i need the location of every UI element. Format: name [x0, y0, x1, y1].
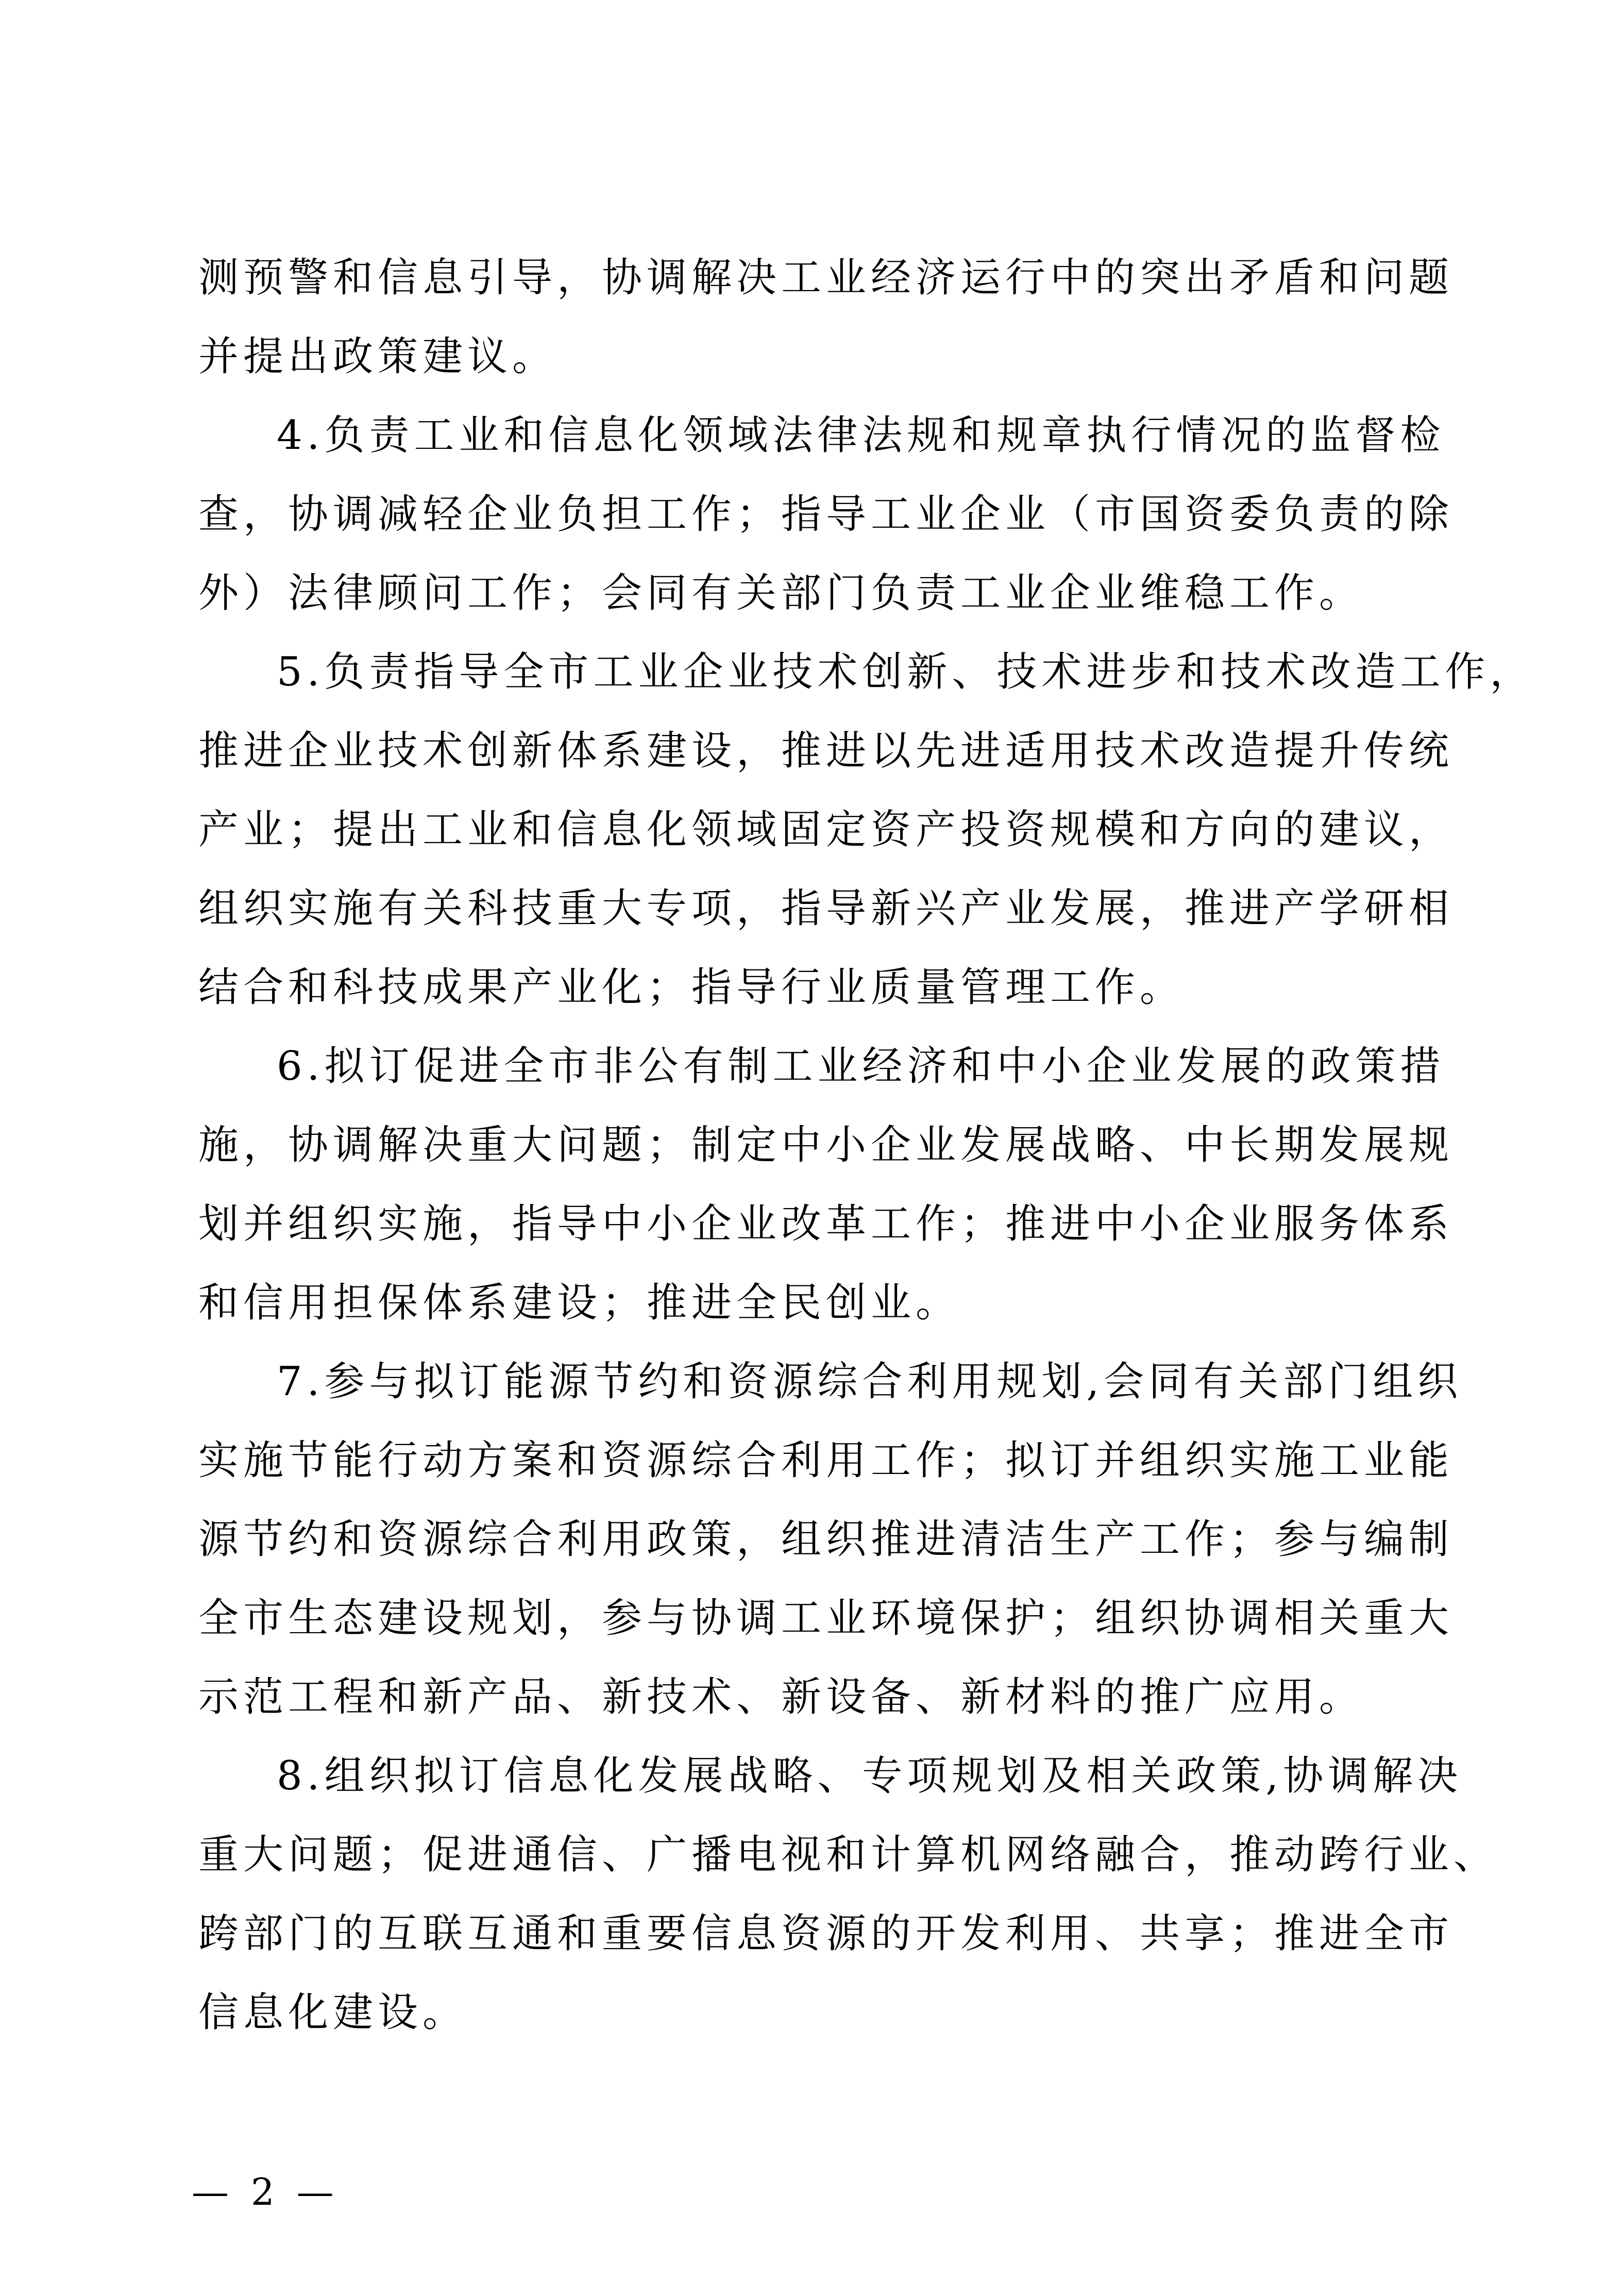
text-line: 和信用担保体系建设；推进全民创业。 — [198, 1280, 961, 1326]
text-line: 外）法律顾问工作；会同有关部门负责工业企业维稳工作。 — [198, 570, 1364, 616]
text-line: 全市生态建设规划，参与协调工业环境保护；组织协调相关重大 — [198, 1595, 1454, 1641]
text-line: 推进企业技术创新体系建设，推进以先进适用技术改造提升传统 — [198, 728, 1454, 774]
text-line: 并提出政策建议。 — [198, 333, 557, 380]
text-line: 测预警和信息引导，协调解决工业经济运行中的突出矛盾和问题 — [198, 255, 1454, 301]
text-line-item-7-start: 7.参与拟订能源节约和资源综合利用规划,会同有关部门组织 — [277, 1359, 1463, 1405]
text-line-item-8-start: 8.组织拟订信息化发展战略、专项规划及相关政策,协调解决 — [277, 1753, 1463, 1799]
text-line: 组织实施有关科技重大专项，指导新兴产业发展，推进产学研相 — [198, 885, 1454, 932]
text-line: 源节约和资源综合利用政策，组织推进清洁生产工作；参与编制 — [198, 1516, 1454, 1563]
text-line: 示范工程和新产品、新技术、新设备、新材料的推广应用。 — [198, 1674, 1364, 1720]
text-line-item-5-start: 5.负责指导全市工业企业技术创新、技术进步和技术改造工作， — [277, 649, 1535, 695]
text-line: 产业；提出工业和信息化领域固定资产投资规模和方向的建议， — [198, 807, 1454, 853]
text-line: 结合和科技成果产业化；指导行业质量管理工作。 — [198, 964, 1185, 1011]
text-line: 信息化建设。 — [198, 1989, 468, 2036]
text-line: 划并组织实施，指导中小企业改革工作；推进中小企业服务体系 — [198, 1201, 1454, 1247]
text-line-item-6-start: 6.拟订促进全市非公有制工业经济和中小企业发展的政策措 — [277, 1043, 1445, 1090]
page-number: — 2 — — [192, 2170, 339, 2214]
text-line: 实施节能行动方案和资源综合利用工作；拟订并组织实施工业能 — [198, 1437, 1454, 1484]
text-line: 跨部门的互联互通和重要信息资源的开发利用、共享；推进全市 — [198, 1910, 1454, 1957]
text-line: 查，协调减轻企业负担工作；指导工业企业（市国资委负责的除 — [198, 491, 1454, 538]
text-line-item-4-start: 4.负责工业和信息化领域法律法规和规章执行情况的监督检 — [277, 412, 1445, 459]
text-line: 施，协调解决重大问题；制定中小企业发展战略、中长期发展规 — [198, 1122, 1454, 1168]
document-body — [198, 239, 1535, 2052]
text-line: 重大问题；促进通信、广播电视和计算机网络融合，推动跨行业、 — [198, 1832, 1499, 1878]
